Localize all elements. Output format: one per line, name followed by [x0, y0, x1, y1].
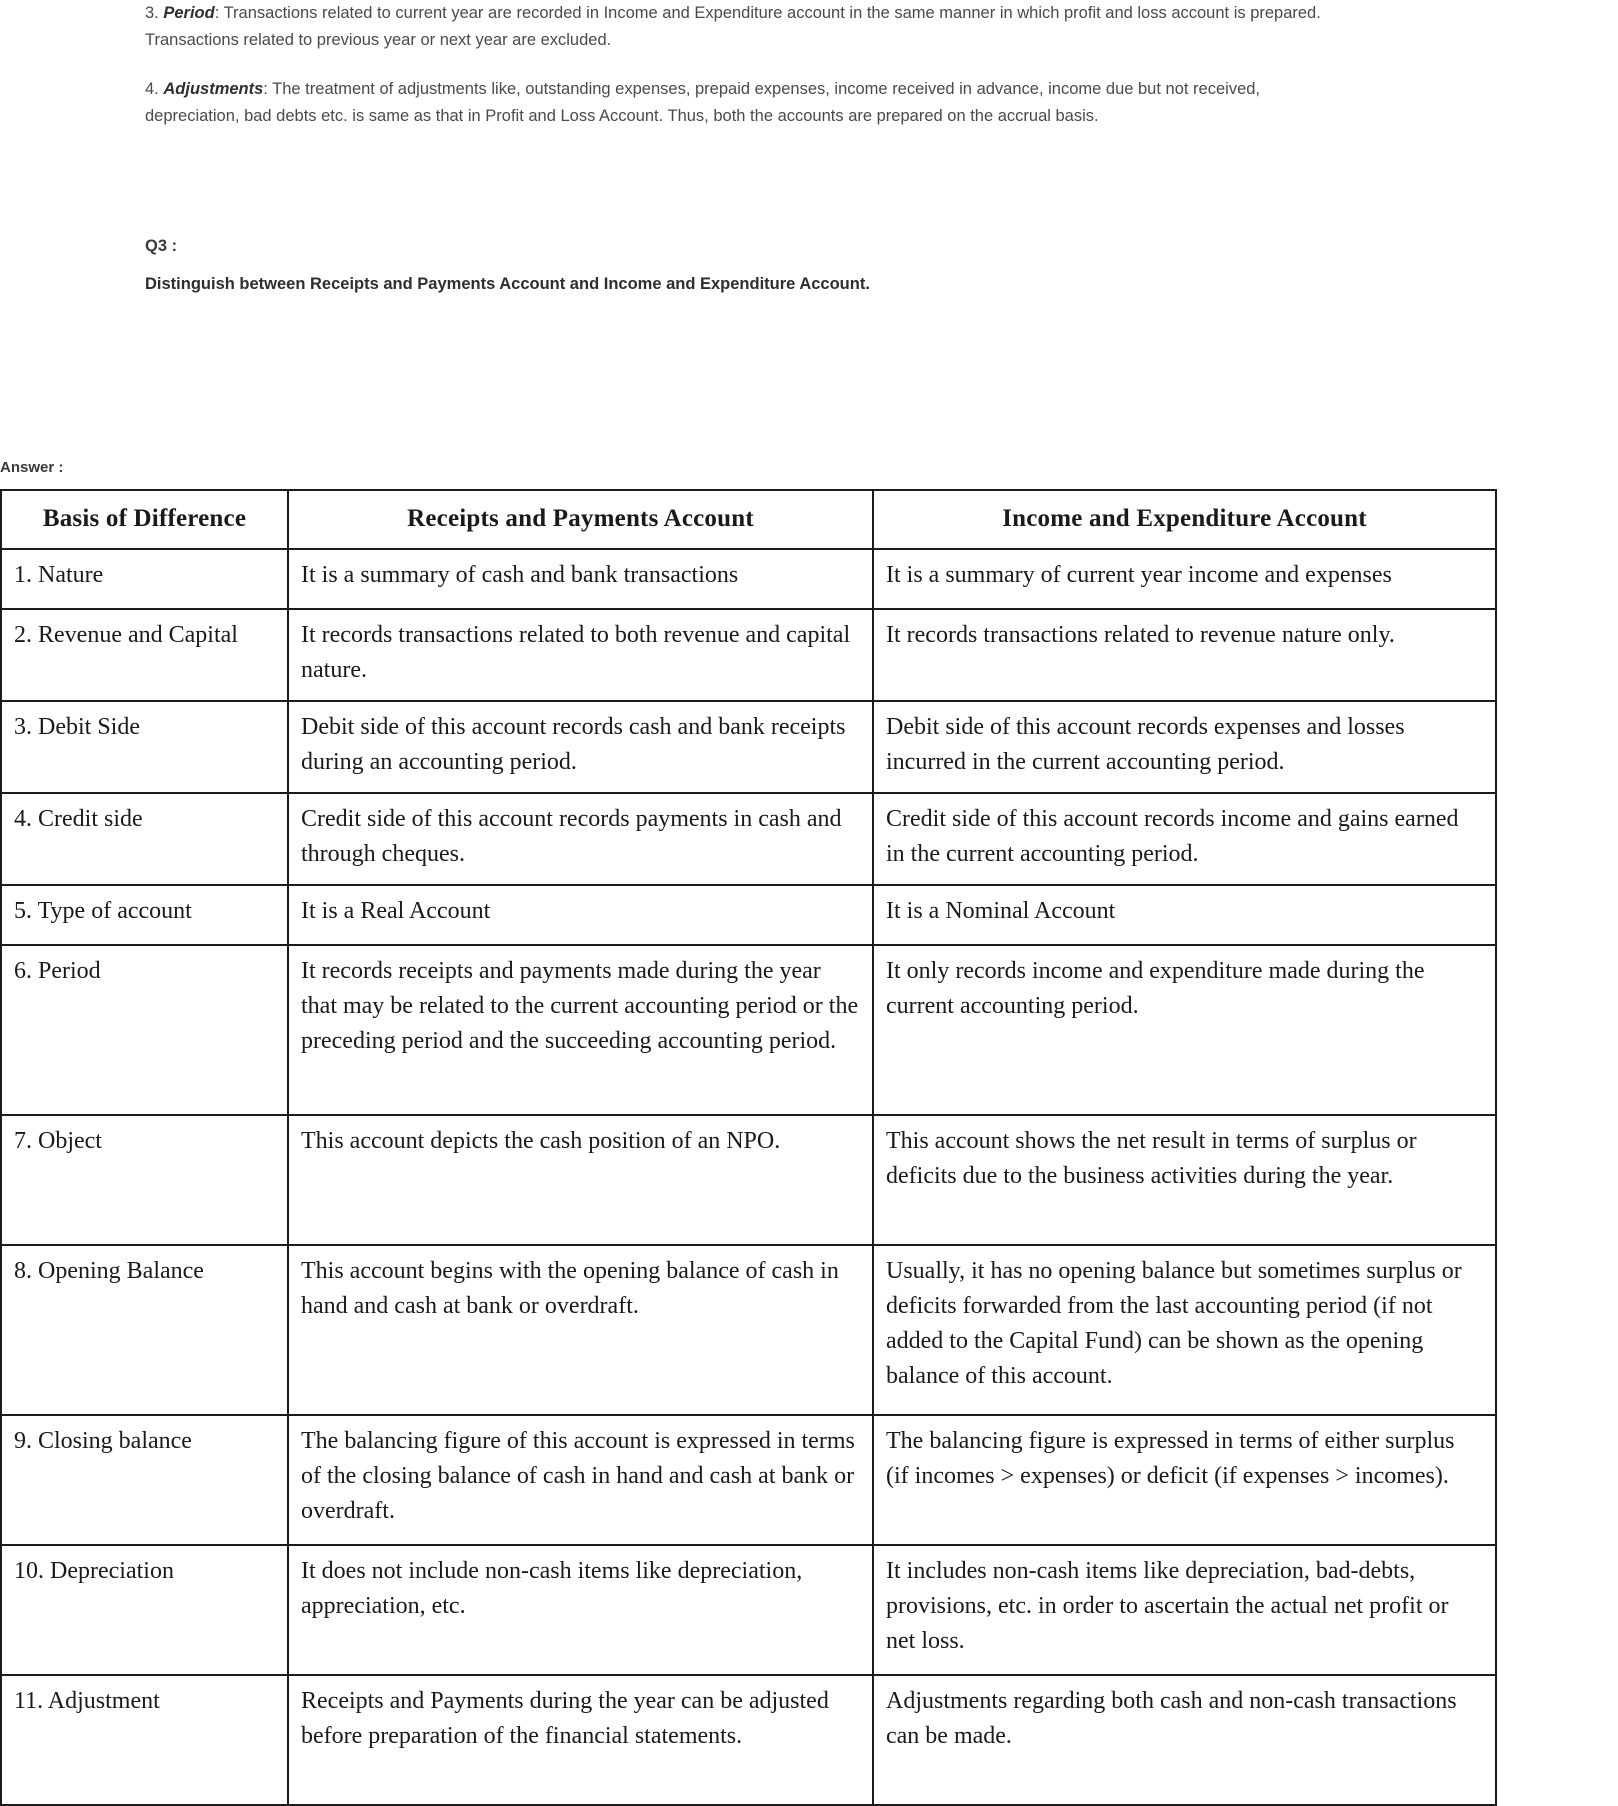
- intro-section: [145, 0, 1345, 152]
- table-cell-income-expenditure: Adjustments regarding both cash and non-cash transactions can be made.: [873, 1675, 1496, 1805]
- table-header-row: [1, 490, 1496, 549]
- table-cell-receipts-payments: It is a Real Account: [288, 885, 873, 945]
- table-cell-receipts-payments: Debit side of this account records cash and bank receipts during an accounting period.: [288, 701, 873, 793]
- table-cell-receipts-payments: It records receipts and payments made during the year that may be related to the current accounting period or the preceding period and the succeeding accounting period.: [288, 945, 873, 1115]
- intro-paragraph-3-number: 3.: [145, 4, 164, 22]
- question-block: [145, 232, 1345, 298]
- table-row: [1, 1245, 1496, 1415]
- table-cell-income-expenditure: It includes non-cash items like depreciation, bad-debts, provisions, etc. in order to ascertain the actual net profit or net loss.: [873, 1545, 1496, 1675]
- table-cell-basis: 8. Opening Balance: [1, 1245, 288, 1415]
- table-cell-basis: 1. Nature: [1, 549, 288, 609]
- column-header-income-expenditure: Income and Expenditure Account: [873, 490, 1496, 549]
- table-cell-income-expenditure: Debit side of this account records expenses and losses incurred in the current accounting period.: [873, 701, 1496, 793]
- intro-paragraph-3: [145, 0, 1345, 54]
- table-cell-income-expenditure: It is a summary of current year income and expenses: [873, 549, 1496, 609]
- table-cell-income-expenditure: It records transactions related to revenue nature only.: [873, 609, 1496, 701]
- table-cell-receipts-payments: It is a summary of cash and bank transactions: [288, 549, 873, 609]
- table-cell-basis: 5. Type of account: [1, 885, 288, 945]
- column-header-receipts-payments: Receipts and Payments Account: [288, 490, 873, 549]
- table-cell-income-expenditure: This account shows the net result in terms of surplus or deficits due to the business activities during the year.: [873, 1115, 1496, 1245]
- table-cell-receipts-payments: Receipts and Payments during the year can be adjusted before preparation of the financial statements.: [288, 1675, 873, 1805]
- table-cell-income-expenditure: The balancing figure is expressed in terms of either surplus (if incomes > expenses) or deficit (if expenses > incomes).: [873, 1415, 1496, 1545]
- table-row: [1, 1415, 1496, 1545]
- table-cell-income-expenditure: It only records income and expenditure made during the current accounting period.: [873, 945, 1496, 1115]
- table-cell-income-expenditure: Credit side of this account records income and gains earned in the current accounting period.: [873, 793, 1496, 885]
- intro-paragraph-3-body: : Transactions related to current year are recorded in Income and Expenditure account in the same manner in which profit and loss account is prepared. Transactions related to previous year or next year are excluded.: [145, 4, 1321, 49]
- answer-label: Answer :: [0, 459, 64, 476]
- table-cell-income-expenditure: Usually, it has no opening balance but sometimes surplus or deficits forwarded from the last accounting period (if not added to the Capital Fund) can be shown as the opening balance of this account.: [873, 1245, 1496, 1415]
- intro-paragraph-4-number: 4.: [145, 80, 164, 98]
- intro-paragraph-3-lead: Period: [163, 4, 215, 22]
- comparison-table: [0, 489, 1497, 1806]
- intro-paragraph-4-lead: Adjustments: [163, 80, 264, 98]
- question-text: Distinguish between Receipts and Payments Account and Income and Expenditure Account.: [145, 275, 870, 293]
- table-cell-basis: 9. Closing balance: [1, 1415, 288, 1545]
- table-cell-basis: 3. Debit Side: [1, 701, 288, 793]
- table-row: [1, 945, 1496, 1115]
- table-cell-basis: 4. Credit side: [1, 793, 288, 885]
- table-row: [1, 793, 1496, 885]
- table-row: [1, 885, 1496, 945]
- intro-paragraph-4: [145, 76, 1345, 130]
- table-cell-basis: 11. Adjustment: [1, 1675, 288, 1805]
- table-cell-income-expenditure: It is a Nominal Account: [873, 885, 1496, 945]
- table-header: [1, 490, 1496, 549]
- column-header-basis: Basis of Difference: [1, 490, 288, 549]
- table-cell-basis: 7. Object: [1, 1115, 288, 1245]
- table-cell-receipts-payments: Credit side of this account records payments in cash and through cheques.: [288, 793, 873, 885]
- table-cell-basis: 6. Period: [1, 945, 288, 1115]
- table-row: [1, 609, 1496, 701]
- table-row: [1, 1115, 1496, 1245]
- table-row: [1, 1545, 1496, 1675]
- question-label: Q3 :: [145, 237, 178, 255]
- intro-paragraph-4-body: : The treatment of adjustments like, outstanding expenses, prepaid expenses, income received in advance, income due but not received, depreciation, bad debts etc. is same as that in Profit and Loss Account. Thus, both the accounts are prepared on the accrual basis.: [145, 80, 1260, 125]
- table-body: [1, 549, 1496, 1805]
- comparison-table-wrapper: [0, 489, 1495, 1806]
- table-cell-receipts-payments: This account begins with the opening balance of cash in hand and cash at bank or overdraft.: [288, 1245, 873, 1415]
- table-cell-receipts-payments: This account depicts the cash position of an NPO.: [288, 1115, 873, 1245]
- table-cell-receipts-payments: The balancing figure of this account is expressed in terms of the closing balance of cash in hand and cash at bank or overdraft.: [288, 1415, 873, 1545]
- table-cell-basis: 10. Depreciation: [1, 1545, 288, 1675]
- table-row: [1, 1675, 1496, 1805]
- table-cell-basis: 2. Revenue and Capital: [1, 609, 288, 701]
- table-cell-receipts-payments: It does not include non-cash items like depreciation, appreciation, etc.: [288, 1545, 873, 1675]
- table-row: [1, 549, 1496, 609]
- table-row: [1, 701, 1496, 793]
- table-cell-receipts-payments: It records transactions related to both revenue and capital nature.: [288, 609, 873, 701]
